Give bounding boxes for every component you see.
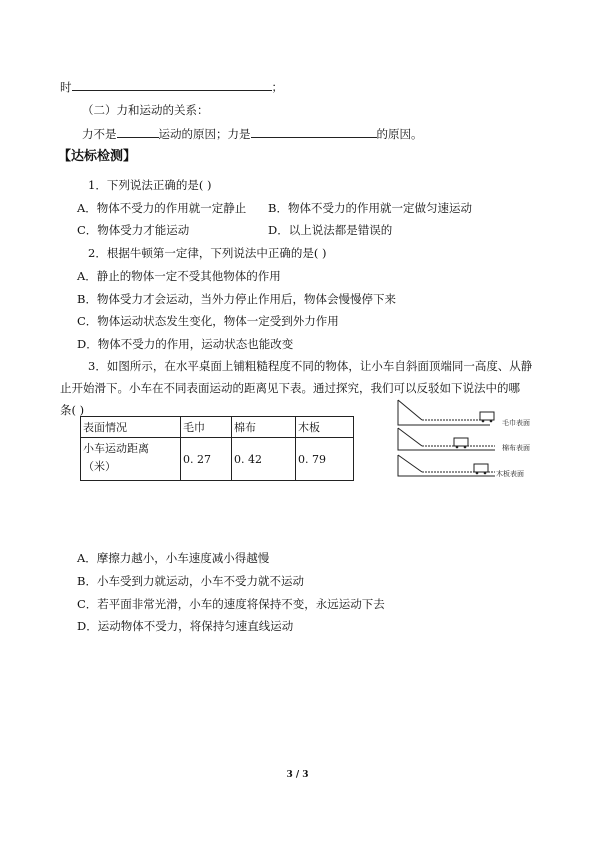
q3-option-a: A．摩擦力越小，小车速度减小得越慢 (77, 551, 270, 565)
figure-label-wood: 木板表面 (496, 470, 524, 478)
q1-stem: 1．下列说法正确的是( ) (88, 178, 212, 192)
table-row-label (81, 438, 181, 481)
row-label-line2: （米） (83, 460, 116, 473)
incline-experiment-figure (390, 398, 540, 480)
relation-line (82, 125, 423, 142)
answer-blank (117, 125, 159, 138)
q2-option-c: C．物体运动状态发生变化，物体一定受到外力作用 (77, 314, 339, 328)
table-cell-value: 0. 27 (181, 438, 232, 481)
figure-label-cotton: 棉布表面 (502, 444, 530, 452)
cart-icon (454, 438, 468, 446)
shi-line (60, 78, 283, 95)
table-cell-value: 0. 79 (296, 438, 354, 481)
q1-option-d: D．以上说法都是错误的 (268, 223, 393, 237)
table-cell-value: 0. 42 (232, 438, 296, 481)
cart-icon (480, 412, 494, 420)
relation-c: 的原因。 (376, 127, 423, 141)
relation-b: 运动的原因；力是 (158, 127, 251, 141)
table-header-cell: 木板 (296, 417, 354, 438)
figure-label-towel: 毛巾表面 (502, 419, 530, 427)
section-heading: 【达标检测】 (58, 149, 137, 164)
shi-label: 时 (60, 80, 72, 94)
q1-option-c: C．物体受力才能运动 (77, 223, 190, 237)
row-label-line1: 小车运动距离 (83, 442, 149, 455)
table-row (81, 438, 354, 481)
shi-end: ； (271, 80, 283, 94)
table-header-row (81, 417, 354, 438)
answer-blank (251, 125, 377, 138)
q1-option-a: A．物体不受力的作用就一定静止 (77, 201, 247, 215)
q2-option-a: A．静止的物体一定不受其他物体的作用 (77, 269, 281, 283)
q3-stem-line3: 条( ) (60, 403, 85, 417)
answer-blank (72, 78, 272, 91)
q3-option-c: C．若平面非常光滑，小车的速度将保持不变，永远运动下去 (77, 597, 385, 611)
q2-option-d: D．物体不受力的作用，运动状态也能改变 (77, 337, 294, 351)
relation-title: （二）力和运动的关系： (82, 103, 209, 117)
table-header-cell: 表面情况 (81, 417, 181, 438)
towel-ramp (398, 400, 530, 427)
table-header-cell: 毛巾 (181, 417, 232, 438)
page-number: 3 / 3 (286, 770, 309, 780)
cart-icon (474, 464, 488, 472)
cotton-ramp (398, 428, 530, 452)
q2-option-b: B．物体受力才会运动，当外力停止作用后，物体会慢慢停下来 (77, 292, 396, 306)
relation-a: 力不是 (82, 127, 117, 141)
wood-ramp (398, 455, 524, 478)
table-header-cell: 棉布 (232, 417, 296, 438)
q3-option-d: D．运动物体不受力，将保持匀速直线运动 (77, 619, 294, 633)
q3-stem-line2: 止开始滑下。小车在不同表面运动的距离见下表。通过探究，我们可以反驳如下说法中的哪 (60, 381, 520, 395)
q2-stem: 2．根据牛顿第一定律，下列说法中正确的是( ) (88, 246, 327, 260)
q1-option-b: B．物体不受力的作用就一定做匀速运动 (268, 201, 472, 215)
q3-stem-line1: 3．如图所示，在水平桌面上铺粗糙程度不同的物体，让小车自斜面顶端同一高度、从静 (88, 359, 533, 373)
distance-table (80, 416, 354, 481)
q3-option-b: B．小车受到力就运动，小车不受力就不运动 (77, 574, 304, 588)
